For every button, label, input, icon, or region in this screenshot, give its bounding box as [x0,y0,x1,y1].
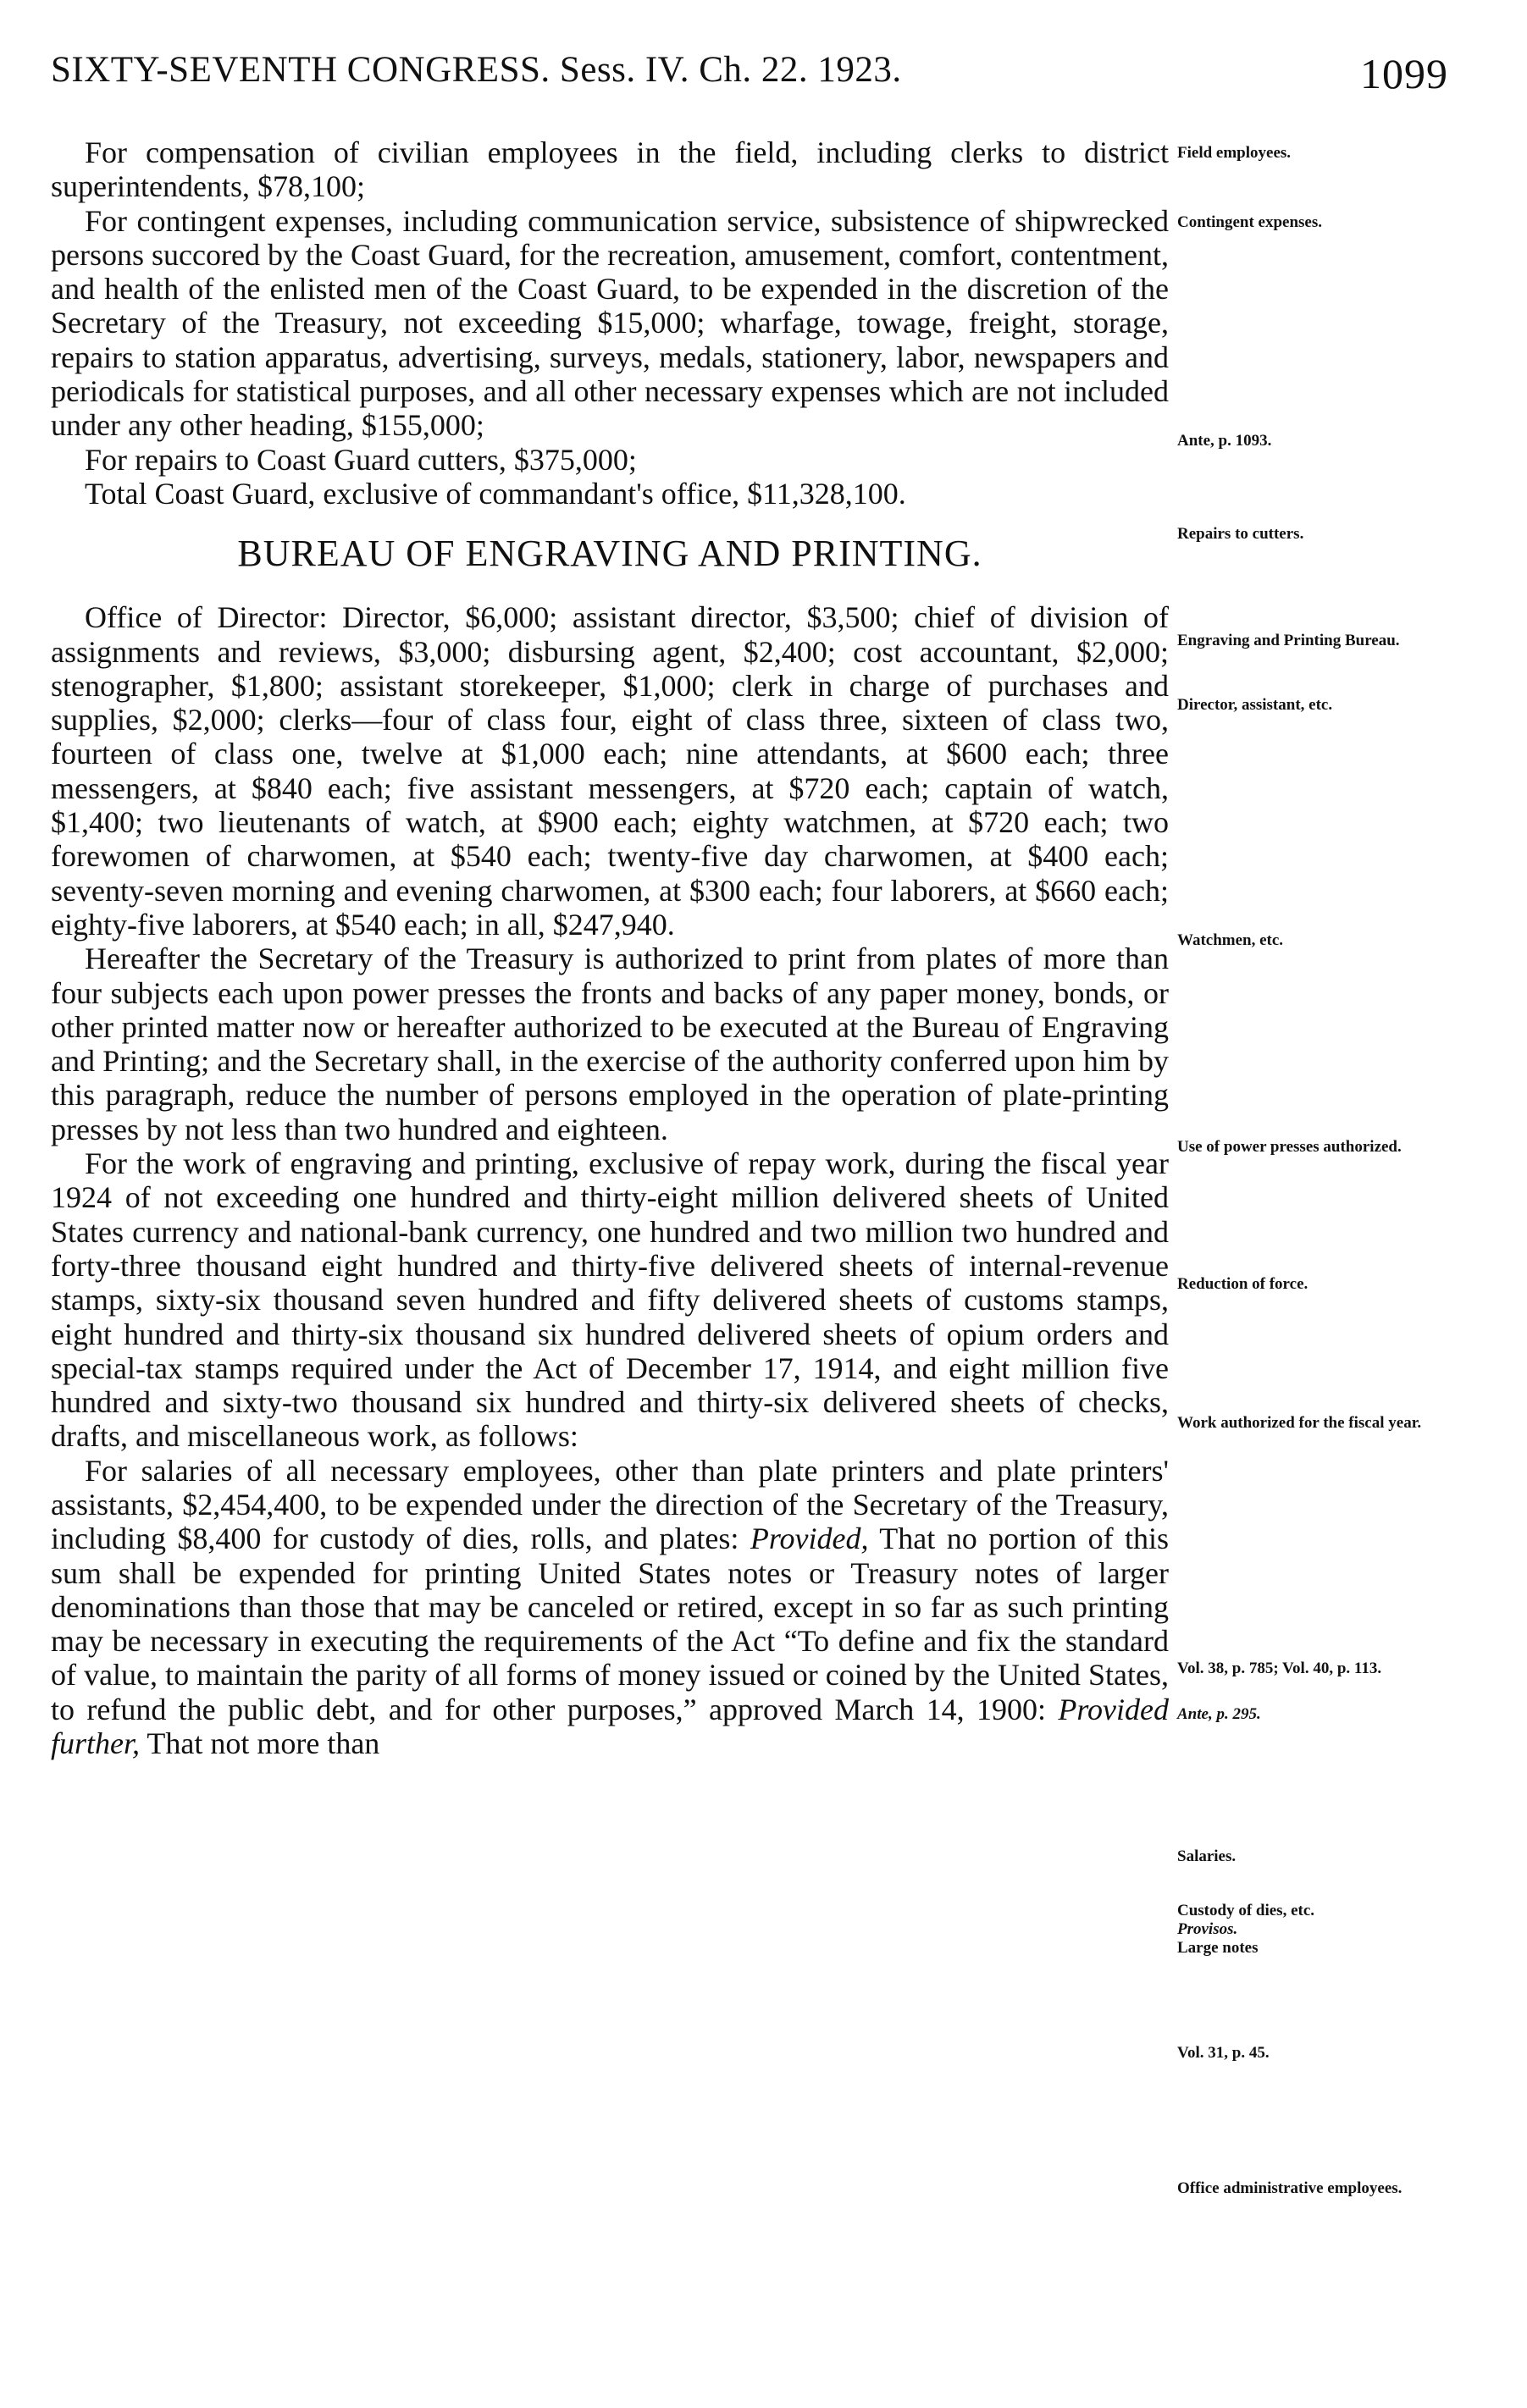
salaries-text-a: For salaries of all necessary employees, other than plate printers and plate printers' assistants, $2,454,400, to be expended under the direction of the Secretary of the Treasury, including $8,400 for custody of dies, rolls, and plates: [51,1453,1169,1556]
running-head: SIXTY-SEVENTH CONGRESS. Sess. IV. Ch. 22. 1923. [51,50,902,90]
paragraph-field-employees: For compensation of civilian employees in the field, including clerks to district superintendents, $78,100; [51,135,1169,204]
note-vol31: Vol. 31, p. 45. [1177,2044,1270,2062]
note-watchmen: Watchmen, etc. [1177,931,1284,949]
note-large-notes: Large notes [1177,1939,1259,1957]
note-provisos: Provisos. [1177,1920,1238,1938]
salaries-text-b: That no portion of this sum shall be expended for printing United States notes or Treasury notes of larger denominations than those that may be canceled or retired, except in so far as such printing may be necessary in executing the requirements of the Act “To define and fix the standard of value, to maintain the parity of all forms of money issued or coined by the United States, to refund the public debt, and for other purposes,” approved March 14, 1900: [51,1522,1170,1726]
note-contingent-expenses: Contingent expenses. [1177,213,1323,231]
paragraph-office-of-director: Office of Director: Director, $6,000; assistant director, $3,500; chief of division of assignments and reviews, $3,000; disbursing agent, $2,400; cost accountant, $2,000; stenographer, $1,800; assistant storekeeper, $1,000; clerk in charge of purchases and supplies, $2,000; clerks—four of class four, eight of class three, sixteen of class two, fourteen of class one, twelve at $1,000 each; nine attendants, at $600 each; three messengers, at $840 each; five assistant messengers, at $720 each; captain of watch, $1,400; two lieutenants of watch, at $900 each; eighty watchmen, at $720 each; two forewomen of charwomen, at $540 each; twenty-five day charwomen, at $400 each; seventy-seven morning and evening charwomen, at $300 each; four laborers, at $660 each; eighty-five laborers, at $540 each; in all, $247,940. [51,600,1169,942]
note-field-employees: Field employees. [1177,144,1292,162]
margin-notes [1177,0,1440,2408]
section-heading: BUREAU OF ENGRAVING AND PRINTING. [237,533,982,575]
note-ante-1093: Ante, p. 1093. [1177,432,1272,450]
provided-further-label: Provided further, [51,1692,1169,1761]
note-ante-295: Ante, p. 295. [1177,1705,1261,1723]
paragraph-total-coast-guard: Total Coast Guard, exclusive of commandant's office, $11,328,100. [85,476,906,511]
note-salaries: Salaries. [1177,1847,1237,1865]
note-power-presses: Use of power presses authorized. [1177,1138,1402,1156]
main-text [51,135,1169,1760]
paragraph-repairs-to-cutters: For repairs to Coast Guard cutters, $375,000; [85,442,637,477]
note-office-admin: Office administrative employees. [1177,2179,1403,2197]
paragraph-contingent-expenses: For contingent expenses, including communication service, subsistence of shipwrecked persons succored by the Coast Guard, for the recreation, amusement, comfort, contentment, and health of the enlisted men of the Coast Guard, to be expended in the discretion of the Secretary of the Treasury, not exceeding $15,000; wharfage, towage, freight, storage, repairs to station apparatus, advertising, surveys, medals, stationery, labor, newspapers and periodicals for statistical purposes, and all other necessary expenses which are not included under any other heading, $155,000; [51,203,1169,443]
note-director-assistant: Director, assistant, etc. [1177,696,1333,714]
note-reduction-of-force: Reduction of force. [1177,1275,1308,1293]
note-work-authorized: Work authorized for the fiscal year. [1177,1414,1422,1432]
paragraph-power-presses: Hereafter the Secretary of the Treasury is authorized to print from plates of more than four subjects each upon power presses the fronts and backs of any paper money, bonds, or other printed matter now or hereafter authorized to be executed at the Bureau of Engraving and Printing; and the Secretary shall, in the exercise of the authority conferred upon him by this paragraph, reduce the number of persons employed in the operation of plate-printing presses by not less than two hundred and eighteen. [51,942,1169,1146]
note-custody-of-dies: Custody of dies, etc. [1177,1902,1315,1919]
salaries-text-c: That not more than [147,1726,380,1761]
page-number: 1099 [1360,50,1448,97]
note-engraving-bureau: Engraving and Printing Bureau. [1177,632,1400,649]
provided-label: Provided, [750,1522,869,1556]
note-vol38: Vol. 38, p. 785; Vol. 40, p. 113. [1177,1660,1382,1677]
paragraph-salaries [51,1454,1169,1761]
note-repairs-to-cutters: Repairs to cutters. [1177,525,1304,543]
paragraph-work-authorized: For the work of engraving and printing, exclusive of repay work, during the fiscal year 1924 of not exceeding one hundred and thirty-eight million delivered sheets of United States currency and national-bank currency, one hundred and two million two hundred and forty-three thousand eight hundred and thirty-five delivered sheets of internal-revenue stamps, sixty-six thousand seven hundred and fifty delivered sheets of customs stamps, eight hundred and thirty-six thousand six hundred delivered sheets of opium orders and special-tax stamps required under the Act of December 17, 1914, and eight million five hundred and sixty-two thousand six hundred and thirty-six delivered sheets of checks, drafts, and miscellaneous work, as follows: [51,1146,1169,1454]
